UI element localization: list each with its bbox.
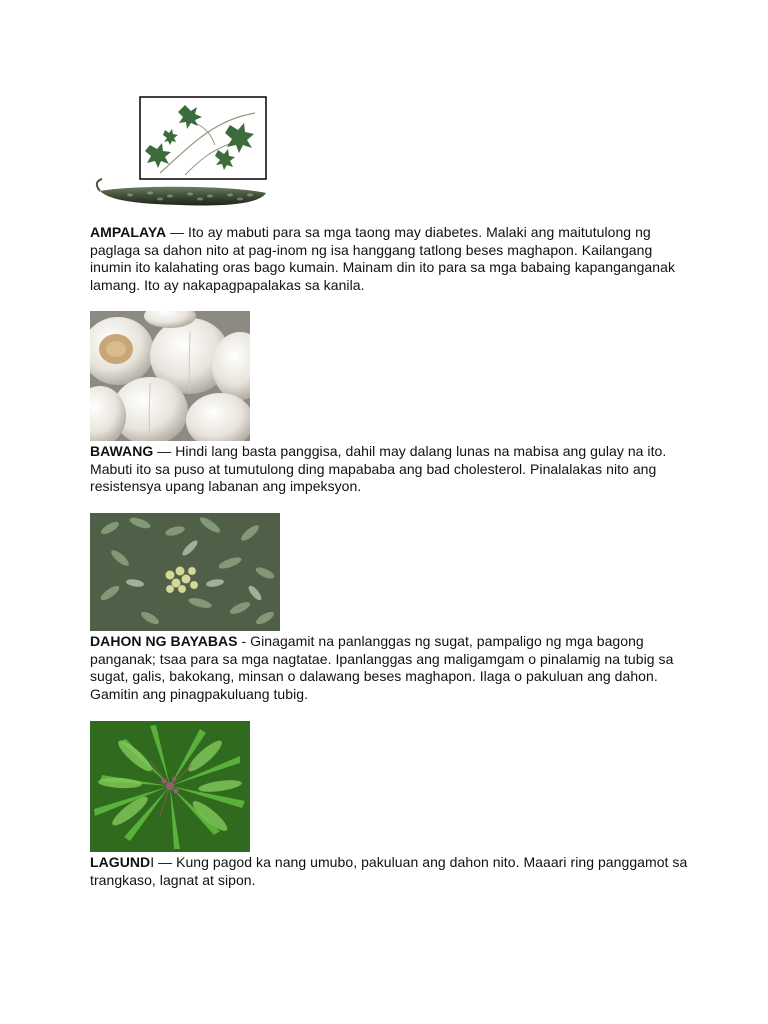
entry-lagundi: [90, 721, 690, 889]
entry-description: — Ito ay mabuti para sa mga taong may diabetes. Malaki ang maitutulong ng paglaga sa dahon nito at pag-inom ng isa hanggang tatlong beses maghapon. Kailangang inumin ito kalahating oras bago kumain. Mainam din ito para sa mga babaing kapanganganak lamang. Ito ay nakapagpapalakas sa kanila.: [90, 224, 675, 293]
lagundi-plant-image: [90, 721, 250, 852]
entry-bawang: [90, 311, 690, 496]
entry-title: LAGUND: [90, 854, 151, 870]
entry-title-tail: I: [150, 854, 155, 870]
entry-bayabas: [90, 513, 690, 703]
entry-description: — Kung pagod ka nang umubo, pakuluan ang dahon nito. Maaari ring panggamot sa trangkaso, lagnat at sipon.: [90, 854, 688, 888]
entry-description: - Ginagamit na panlanggas ng sugat, pampaligo ng mga bagong panganak; tsaa para sa mga nagtatae. Ipanlanggas ang maligamgam o pinalamig na tubig sa sugat, galis, bakokang, minsan o dalawang beses maghapon. Ilaga o pakuluan ang dahon. Gamitin ang pinagpakuluang tubig.: [90, 633, 674, 702]
entry-text: [90, 633, 690, 703]
entry-title: AMPALAYA: [90, 224, 167, 240]
entry-title: BAWANG: [90, 443, 154, 459]
entry-text: [90, 854, 690, 889]
bitter-gourd-image: [90, 95, 270, 215]
entry-text: [90, 224, 690, 294]
entry-title: DAHON NG BAYABAS: [90, 633, 238, 649]
entry-text: [90, 443, 690, 496]
entry-description: — Hindi lang basta panggisa, dahil may dalang lunas na mabisa ang gulay na ito. Mabuti ito sa puso at tumutulong ding mapababa ang bad cholesterol. Pinalalakas nito ang resistensya upang labanan ang impeksyon.: [90, 443, 667, 495]
garlic-image: [90, 311, 250, 441]
guava-tree-image: [90, 513, 280, 631]
entry-ampalaya: [90, 95, 690, 294]
